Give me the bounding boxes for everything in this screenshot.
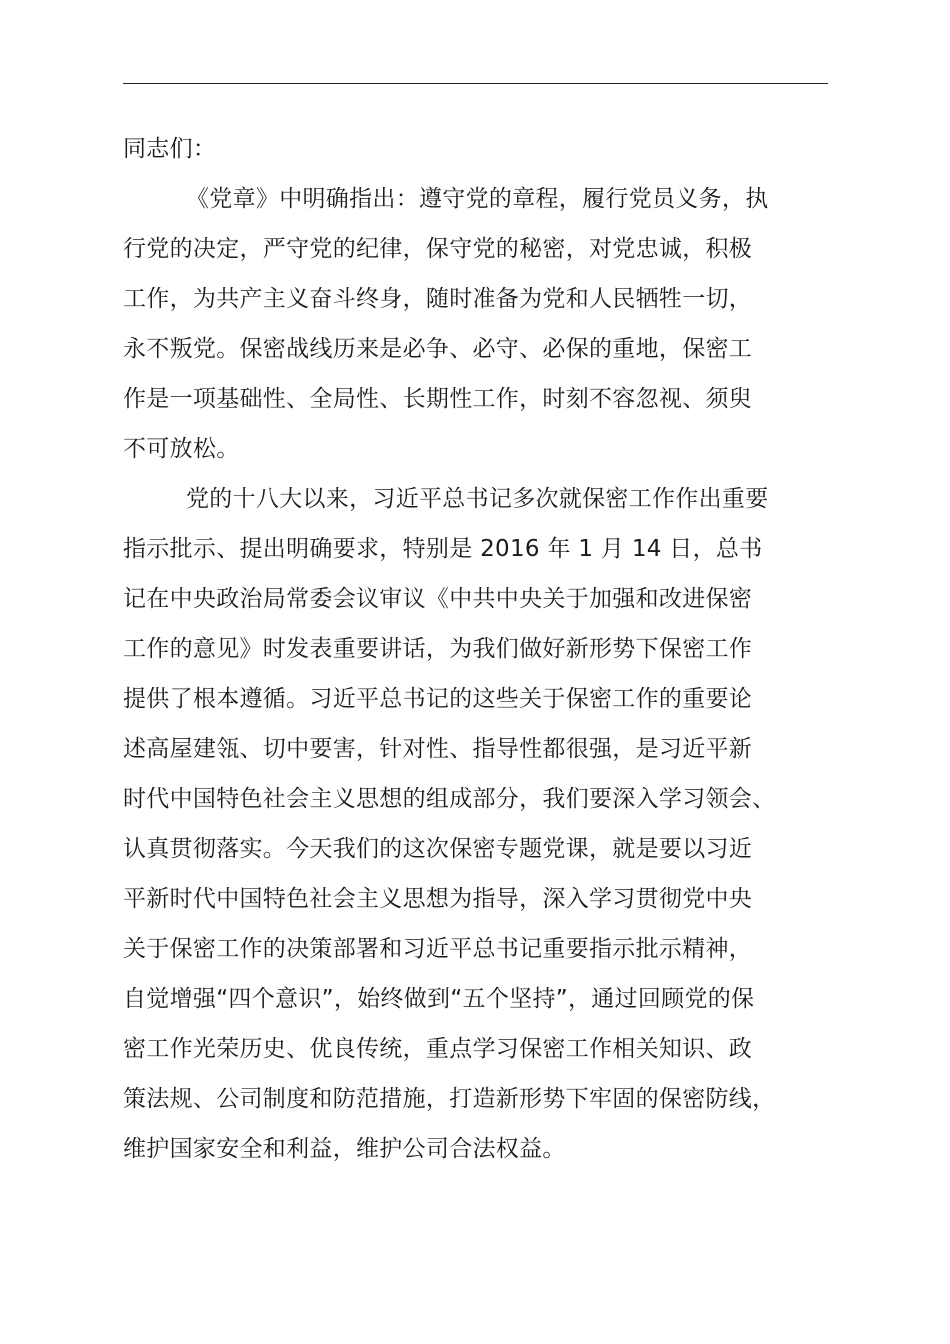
paragraph-line: 不可放松。 bbox=[123, 436, 240, 462]
paragraph-line: 平新时代中国特色社会主义思想为指导，深入学习贯彻党中央 bbox=[123, 886, 753, 912]
paragraph-line: 提供了根本遵循。习近平总书记的这些关于保密工作的重要论 bbox=[123, 686, 753, 712]
paragraph-line: 认真贯彻落实。今天我们的这次保密专题党课，就是要以习近 bbox=[123, 836, 753, 862]
greeting: 同志们： bbox=[123, 136, 217, 162]
paragraph-line: 工作的意见》时发表重要讲话，为我们做好新形势下保密工作 bbox=[123, 636, 753, 662]
paragraph-line: 关于保密工作的决策部署和习近平总书记重要指示批示精神， bbox=[123, 936, 753, 962]
header-rule bbox=[123, 83, 828, 84]
paragraph-line: 策法规、公司制度和防范措施，打造新形势下牢固的保密防线， bbox=[123, 1086, 776, 1112]
paragraph-line: 永不叛党。保密战线历来是必争、必守、必保的重地，保密工 bbox=[123, 336, 753, 362]
paragraph-line: 时代中国特色社会主义思想的组成部分，我们要深入学习领会、 bbox=[123, 786, 776, 812]
paragraph-line: 《党章》中明确指出：遵守党的章程，履行党员义务，执 bbox=[186, 186, 769, 212]
paragraph-line: 自觉增强“四个意识”，始终做到“五个坚持”，通过回顾党的保 bbox=[123, 986, 755, 1012]
paragraph-line: 作是一项基础性、全局性、长期性工作，时刻不容忽视、须臾 bbox=[123, 386, 753, 412]
paragraph-line: 指示批示、提出明确要求，特别是 2016 年 1 月 14 日，总书 bbox=[123, 536, 763, 562]
paragraph-line: 工作，为共产主义奋斗终身，随时准备为党和人民牺牲一切， bbox=[123, 286, 753, 312]
document-body bbox=[123, 124, 828, 1174]
paragraph-line: 密工作光荣历史、优良传统，重点学习保密工作相关知识、政 bbox=[123, 1036, 753, 1062]
paragraph-1 bbox=[123, 174, 828, 474]
paragraph-line: 行党的决定，严守党的纪律，保守党的秘密，对党忠诚，积极 bbox=[123, 236, 753, 262]
paragraph-2 bbox=[123, 474, 828, 1174]
paragraph-line: 党的十八大以来，习近平总书记多次就保密工作作出重要 bbox=[186, 486, 769, 512]
paragraph-line: 述高屋建瓴、切中要害，针对性、指导性都很强，是习近平新 bbox=[123, 736, 753, 762]
paragraph-line: 维护国家安全和利益，维护公司合法权益。 bbox=[123, 1136, 566, 1162]
paragraph-line: 记在中央政治局常委会议审议《中共中央关于加强和改进保密 bbox=[123, 586, 753, 612]
